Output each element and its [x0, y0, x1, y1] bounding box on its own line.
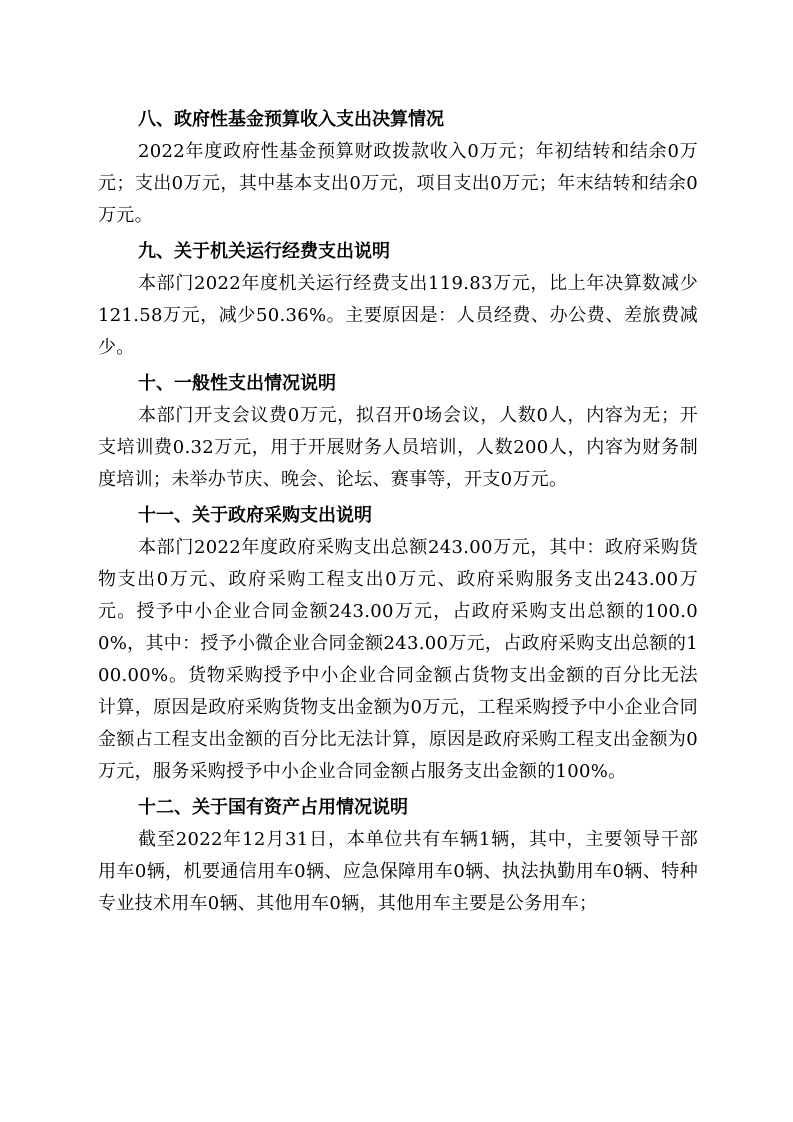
section-heading-11: 十一、关于政府采购支出说明 — [138, 505, 372, 526]
section-heading-10: 十、一般性支出情况说明 — [138, 373, 336, 394]
section-paragraph-12: 截至2022年12月31日，本单位共有车辆1辆，其中，主要领导干部用车0辆，机要通信用车0辆、应急保障用车0辆、执法执勤用车0辆、特种专业技术用车0辆、其他用车0辆，其他用车主要是公务用车； — [98, 829, 698, 914]
section-paragraph-11: 本部门2022年度政府采购支出总额243.00万元，其中：政府采购货物支出0万元、政府采购工程支出0万元、政府采购服务支出243.00万元。授予中小企业合同金额243.00万元，占政府采购支出总额的100.00%，其中：授予小微企业合同金额243.00万元，占政府采购支出总额的100.00%。货物采购授予中小企业合同金额占货物支出金额的百分比无法计算，原因是政府采购货物支出金额为0万元，工程采购授予中小企业合同金额占工程支出金额的百分比无法计算，原因是政府采购工程支出金额为0万元，服务采购授予中小企业合同金额占服务支出金额的100%。 — [98, 537, 698, 782]
section-paragraph-8: 2022年度政府性基金预算财政拨款收入0万元；年初结转和结余0万元；支出0万元，其中基本支出0万元，项目支出0万元；年末结转和结余0万元。 — [98, 141, 698, 226]
section-paragraph-9: 本部门2022年度机关运行经费支出119.83万元，比上年决算数减少121.58万元，减少50.36%。主要原因是：人员经费、办公费、差旅费减少。 — [98, 273, 698, 358]
section-paragraph-10: 本部门开支会议费0万元，拟召开0场会议，人数0人，内容为无；开支培训费0.32万元，用于开展财务人员培训，人数200人，内容为财务制度培训；未举办节庆、晚会、论坛、赛事等，开支0万元。 — [98, 405, 698, 490]
section-heading-9: 九、关于机关运行经费支出说明 — [138, 241, 390, 262]
section-heading-8: 八、政府性基金预算收入支出决算情况 — [138, 109, 444, 130]
document-body — [98, 104, 698, 920]
section-heading-12: 十二、关于国有资产占用情况说明 — [138, 797, 408, 818]
